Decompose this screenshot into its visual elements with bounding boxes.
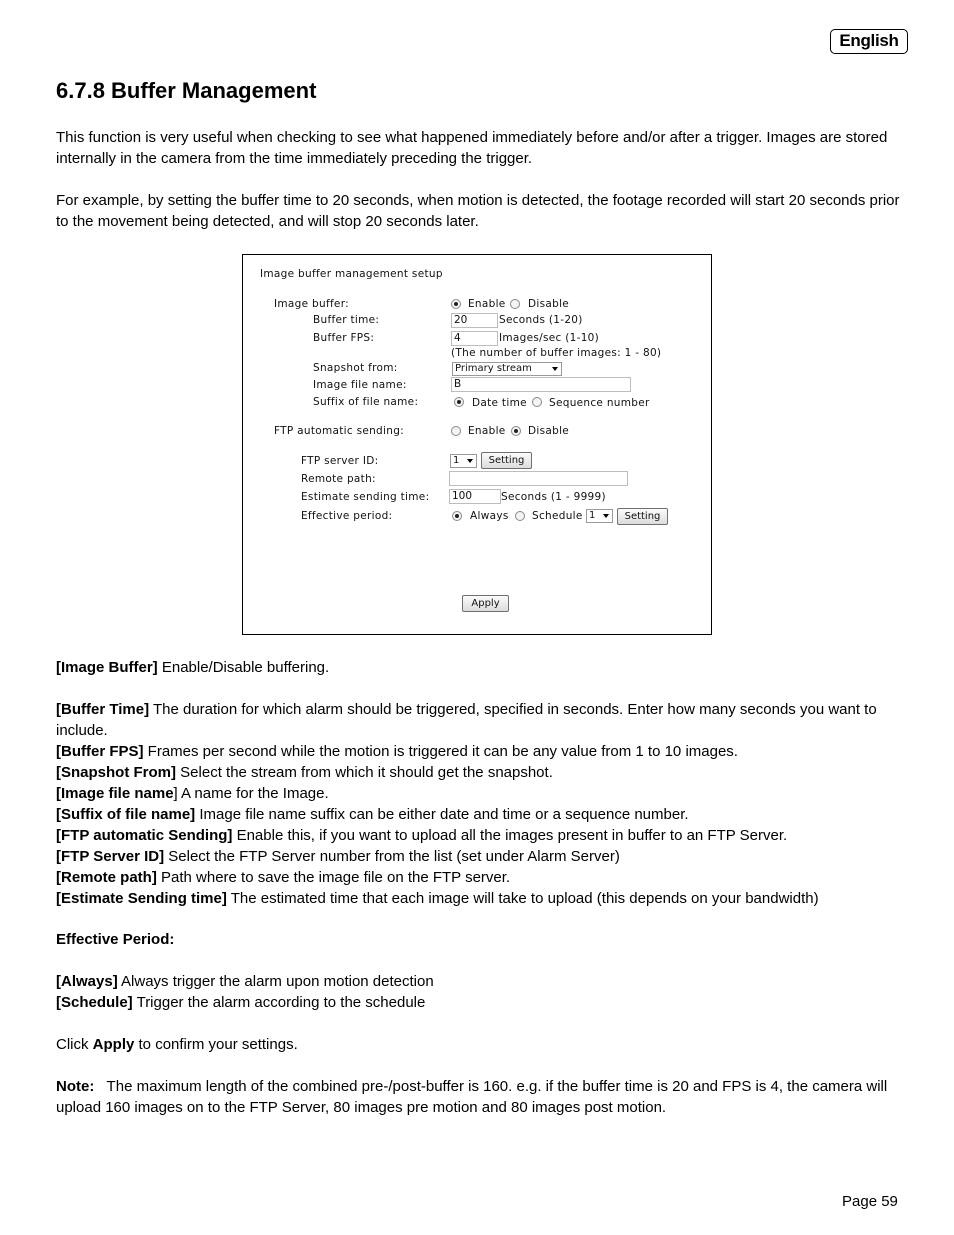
schedule-radio[interactable] [515, 511, 525, 521]
snapshot-from-label: Snapshot from: [313, 362, 398, 374]
ftp-server-id-select[interactable] [450, 454, 477, 468]
ftp-auto-disable-label: Disable [528, 425, 570, 437]
desc-estimate: [Estimate Sending time] The estimated time that each image will take to upload (this depends on your bandwidth) [56, 890, 819, 907]
ftp-server-setting-button[interactable]: Setting [481, 452, 532, 469]
schedule-label: Schedule [532, 510, 583, 522]
image-file-name-label: Image file name: [313, 379, 407, 391]
desc-ftp-auto: [FTP automatic Sending] Enable this, if you want to upload all the images present in buffer to an FTP Server. [56, 827, 788, 844]
remote-path-input[interactable] [449, 471, 628, 486]
language-badge: English [830, 29, 908, 54]
effective-period-label: Effective period: [301, 510, 393, 522]
buffer-fps-label: Buffer FPS: [313, 332, 375, 344]
intro-paragraph-2: For example, by setting the buffer time to 20 seconds, when motion is detected, the footage recorded will start 20 seconds prior to the movement being detected, and will stop 20 seconds later. [56, 192, 900, 230]
estimate-label: Estimate sending time: [301, 491, 430, 503]
desc-image-buffer: [Image Buffer] Enable/Disable buffering. [56, 659, 330, 676]
always-radio[interactable] [452, 511, 462, 521]
intro-paragraph-1: This function is very useful when checking to see what happened immediately before and/or after a trigger. Images are stored internally in the camera from the time immediately preceding the trigger. [56, 129, 888, 167]
suffix-label: Suffix of file name: [313, 396, 419, 408]
schedule-select[interactable] [586, 509, 613, 523]
desc-suffix: [Suffix of file name] Image file name suffix can be either date and time or a sequence number. [56, 806, 689, 823]
image-buffer-label: Image buffer: [274, 298, 349, 310]
image-buffer-disable-radio[interactable] [510, 299, 520, 309]
image-file-name-input[interactable]: B [451, 377, 631, 392]
desc-buffer-fps: [Buffer FPS] Frames per second while the motion is triggered it can be any value from 1 to 10 images. [56, 743, 738, 760]
ftp-server-id-value: 1 [453, 455, 460, 466]
buffer-fps-unit: Images/sec (1-10) [499, 332, 600, 344]
chevron-down-icon [603, 514, 609, 518]
desc-remote-path: [Remote path] Path where to save the image file on the FTP server. [56, 869, 511, 886]
ftp-auto-disable-radio[interactable] [511, 426, 521, 436]
snapshot-from-value: Primary stream [455, 363, 532, 374]
desc-always: [Always] Always trigger the alarm upon motion detection [56, 973, 434, 990]
buffer-fps-input[interactable]: 4 [451, 331, 498, 346]
estimate-unit: Seconds (1 - 9999) [501, 491, 606, 503]
desc-buffer-time: [Buffer Time] The duration for which alarm should be triggered, specified in seconds. Enter how many seconds you want to include. [56, 701, 877, 739]
ftp-server-id-label: FTP server ID: [301, 455, 379, 467]
buffer-time-label: Buffer time: [313, 314, 380, 326]
setup-title: Image buffer management setup [260, 268, 443, 280]
ftp-auto-enable-label: Enable [468, 425, 506, 437]
page-number: Page 59 [842, 1193, 898, 1210]
note-paragraph: Note: The maximum length of the combined pre-/post-buffer is 160. e.g. if the buffer time is 20 and FPS is 4, the camera will upload 160 images on to the FTP Server, 80 images pre motion and 80 images post motion. [56, 1078, 892, 1116]
snapshot-from-select[interactable] [452, 362, 562, 376]
desc-ftp-server-id: [FTP Server ID] Select the FTP Server number from the list (set under Alarm Server) [56, 848, 620, 865]
effective-period-heading: Effective Period: [56, 931, 175, 948]
chevron-down-icon [467, 459, 473, 463]
buffer-setup-screenshot [242, 254, 712, 635]
chevron-down-icon [552, 367, 558, 371]
ftp-auto-enable-radio[interactable] [451, 426, 461, 436]
image-buffer-enable-radio[interactable] [451, 299, 461, 309]
buffer-time-unit: Seconds (1-20) [499, 314, 583, 326]
estimate-input[interactable]: 100 [449, 489, 501, 504]
suffix-sequence-radio[interactable] [532, 397, 542, 407]
buffer-time-input[interactable]: 20 [451, 313, 498, 328]
image-buffer-enable-label: Enable [468, 298, 506, 310]
schedule-setting-button[interactable]: Setting [617, 508, 668, 525]
buffer-images-note: (The number of buffer images: 1 - 80) [451, 347, 662, 359]
schedule-value: 1 [589, 510, 596, 521]
image-buffer-disable-label: Disable [528, 298, 570, 310]
desc-schedule: [Schedule] Trigger the alarm according to the schedule [56, 994, 426, 1011]
always-label: Always [470, 510, 509, 522]
click-apply-text: Click Apply to confirm your settings. [56, 1036, 298, 1053]
suffix-sequence-label: Sequence number [549, 397, 650, 409]
suffix-date-time-radio[interactable] [454, 397, 464, 407]
ftp-auto-label: FTP automatic sending: [274, 425, 405, 437]
desc-image-file-name: [Image file name] A name for the Image. [56, 785, 329, 802]
apply-button[interactable]: Apply [462, 595, 509, 612]
section-title: 6.7.8 Buffer Management [56, 78, 317, 103]
remote-path-label: Remote path: [301, 473, 376, 485]
desc-snapshot-from: [Snapshot From] Select the stream from which it should get the snapshot. [56, 764, 553, 781]
suffix-date-time-label: Date time [472, 397, 527, 409]
